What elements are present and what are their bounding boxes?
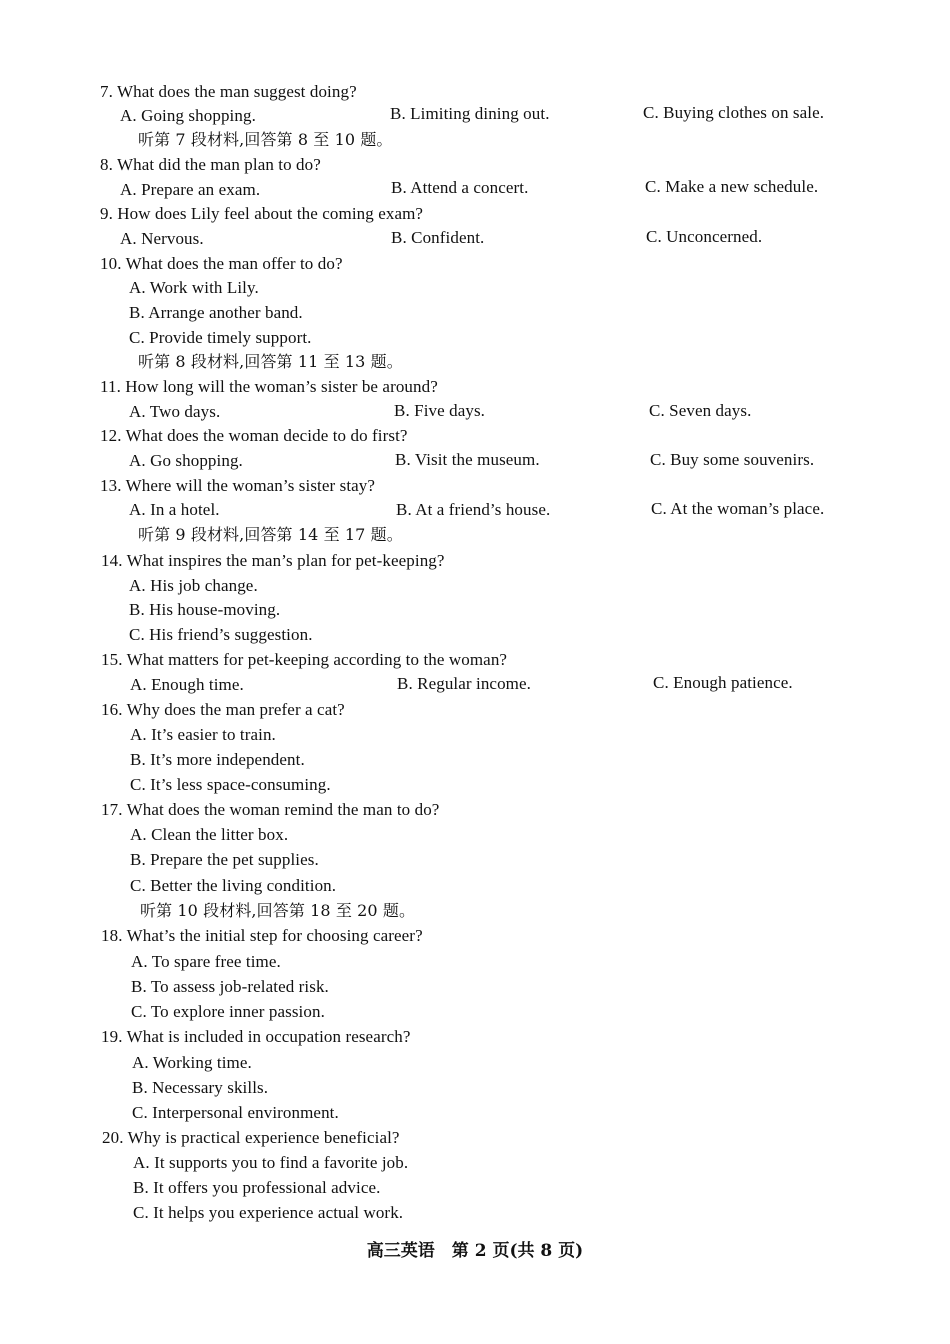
question-17-option-b: B. Prepare the pet supplies. [130, 850, 319, 869]
question-16: 16. Why does the man prefer a cat? [101, 700, 345, 719]
question-10: 10. What does the man offer to do? [100, 254, 343, 273]
section-instruction-8: 听第 8 段材料,回答第 11 至 13 题。 [138, 352, 403, 371]
question-19-option-b: B. Necessary skills. [132, 1078, 269, 1097]
question-8-option-c: C. Make a new schedule. [645, 177, 819, 196]
question-8: 8. What did the man plan to do? [100, 155, 321, 174]
section-instruction-9: 听第 9 段材料,回答第 14 至 17 题。 [138, 525, 403, 544]
question-15-option-c: C. Enough patience. [653, 673, 793, 692]
question-17-option-a: A. Clean the litter box. [130, 825, 289, 844]
question-15: 15. What matters for pet-keeping according to the woman? [101, 650, 508, 669]
question-14: 14. What inspires the man’s plan for pet-keeping? [101, 551, 445, 570]
question-19: 19. What is included in occupation research? [101, 1027, 411, 1046]
question-10-option-a: A. Work with Lily. [129, 278, 259, 297]
question-18-option-c: C. To explore inner passion. [131, 1002, 325, 1021]
question-11: 11. How long will the woman’s sister be around? [100, 377, 438, 396]
question-16-option-a: A. It’s easier to train. [130, 725, 276, 744]
question-9-option-a: A. Nervous. [120, 229, 204, 248]
question-17-option-c: C. Better the living condition. [130, 876, 337, 895]
question-11-option-c: C. Seven days. [649, 401, 752, 420]
question-15-option-b: B. Regular income. [397, 674, 531, 693]
question-13-option-a: A. In a hotel. [129, 500, 220, 519]
question-11-option-a: A. Two days. [129, 402, 221, 421]
question-14-option-c: C. His friend’s suggestion. [129, 625, 313, 644]
section-instruction-7: 听第 7 段材料,回答第 8 至 10 题。 [138, 130, 393, 149]
question-8-option-b: B. Attend a concert. [391, 178, 529, 197]
page-footer: 高三英语 第 2 页(共 8 页) [366, 1241, 584, 1261]
question-9-option-b: B. Confident. [391, 228, 485, 247]
question-12-option-c: C. Buy some souvenirs. [650, 450, 815, 469]
question-10-option-c: C. Provide timely support. [129, 328, 312, 347]
question-7-option-a: A. Going shopping. [120, 106, 256, 125]
question-10-option-b: B. Arrange another band. [129, 303, 303, 322]
question-7-option-b: B. Limiting dining out. [390, 104, 550, 123]
question-20-option-b: B. It offers you professional advice. [133, 1178, 381, 1197]
question-20-option-a: A. It supports you to find a favorite job. [133, 1153, 409, 1172]
question-14-option-b: B. His house-moving. [129, 600, 281, 619]
question-13-option-b: B. At a friend’s house. [396, 500, 551, 519]
question-9: 9. How does Lily feel about the coming exam? [100, 204, 424, 223]
question-19-option-a: A. Working time. [132, 1053, 252, 1072]
question-13-option-c: C. At the woman’s place. [651, 499, 825, 518]
question-7: 7. What does the man suggest doing? [100, 82, 357, 101]
question-11-option-b: B. Five days. [394, 401, 486, 420]
question-15-option-a: A. Enough time. [130, 675, 244, 694]
question-19-option-c: C. Interpersonal environment. [132, 1103, 339, 1122]
question-14-option-a: A. His job change. [129, 576, 258, 595]
question-16-option-c: C. It’s less space-consuming. [130, 775, 331, 794]
section-instruction-10: 听第 10 段材料,回答第 18 至 20 题。 [140, 901, 416, 920]
question-16-option-b: B. It’s more independent. [130, 750, 305, 769]
question-18-option-b: B. To assess job-related risk. [131, 977, 329, 996]
question-7-option-c: C. Buying clothes on sale. [643, 103, 825, 122]
question-8-option-a: A. Prepare an exam. [120, 180, 261, 199]
question-20-option-c: C. It helps you experience actual work. [133, 1203, 404, 1222]
question-18-option-a: A. To spare free time. [131, 952, 281, 971]
question-13: 13. Where will the woman’s sister stay? [100, 476, 376, 495]
question-20: 20. Why is practical experience beneficial? [102, 1128, 400, 1147]
question-17: 17. What does the woman remind the man to do? [101, 800, 440, 819]
question-12: 12. What does the woman decide to do first? [100, 426, 408, 445]
question-18: 18. What’s the initial step for choosing career? [101, 926, 423, 945]
question-12-option-a: A. Go shopping. [129, 451, 243, 470]
question-12-option-b: B. Visit the museum. [395, 450, 540, 469]
question-9-option-c: C. Unconcerned. [646, 227, 763, 246]
